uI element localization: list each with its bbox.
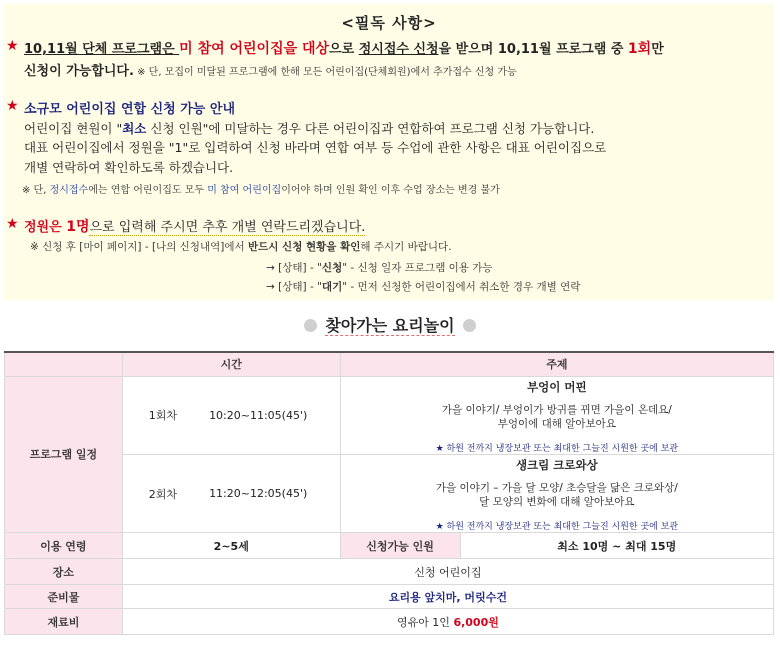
row-label-capacity: 신청가능 인원 — [340, 533, 460, 559]
star-icon: ★ — [6, 216, 19, 232]
program-title: 생크림 크로와상 — [515, 457, 598, 472]
col-header-time: 시간 — [122, 352, 340, 376]
notice-item3-note3: → [상태] - "대기" - 먼저 신청한 어린이집에서 취소한 경우 개별 연락 — [266, 281, 581, 293]
program-desc-1: 가을 이야기 – 가을 달 모양/ 초승달을 닮은 크로와상/ — [435, 481, 678, 494]
notice-item2-line1: 어린이집 현원이 "최소 신청 인원"에 미달하는 경우 다른 어린이집과 연합하여 프로그램 신청 가능합니다. — [24, 121, 595, 136]
table-row — [5, 609, 774, 635]
row-label-place: 장소 — [5, 559, 123, 585]
star-icon: ★ — [6, 98, 19, 114]
round-time: 11:20~12:05(45') — [209, 487, 308, 501]
capacity-value: 최소 10명 ~ 최대 15명 — [460, 533, 774, 559]
program-note: ★ 하원 전까지 냉장보관 또는 최대한 그늘진 시원한 곳에 보관 — [435, 522, 679, 533]
round-cell — [122, 454, 340, 532]
program-desc-1: 가을 이야기/ 부엉이가 방귀를 뀌면 가을이 온데요/ — [441, 403, 672, 416]
round-label: 1회차 — [148, 409, 178, 423]
row-label-age: 이용 연령 — [5, 533, 123, 559]
table-row — [5, 376, 774, 454]
notice-item2-line2: 대표 어린이집에서 정원을 "1"로 입력하여 신청 바라며 연합 여부 등 수업에 관한 사항은 대표 어린이집으로 — [24, 140, 607, 155]
program-desc-2: 부엉이에 대해 알아보아요 — [497, 417, 616, 430]
star-icon: ★ — [6, 38, 19, 54]
notice-item2-heading: 소규모 어린이집 연합 신청 가능 안내 — [24, 102, 235, 117]
place-value: 신청 어린이집 — [122, 559, 773, 585]
table-row — [5, 559, 774, 585]
bullet-dot-icon — [463, 319, 476, 332]
program-table — [4, 351, 774, 635]
section-title: 찾아가는 요리놀이 — [0, 313, 780, 336]
notice-item2-line3: 개별 연락하여 확인하도록 하겠습니다. — [24, 160, 234, 175]
notice-item3-note2: → [상태] - "신청" - 신청 일자 프로그램 이용 가능 — [266, 262, 493, 274]
topic-cell — [340, 454, 773, 532]
row-label-schedule: 프로그램 일정 — [5, 376, 123, 533]
table-corner — [5, 352, 123, 376]
row-label-prep: 준비물 — [5, 585, 123, 609]
table-row — [5, 533, 774, 559]
notice-item3-note1: ※ 신청 후 [마이 페이지] - [나의 신청내역]에서 반드시 신청 현황을 확인해 주시기 바랍니다. — [30, 241, 452, 253]
fee-value: 영유아 1인 6,000원 — [122, 609, 773, 635]
round-time: 10:20~11:05(45') — [209, 408, 308, 422]
notice-title: <필독 사항> — [341, 14, 437, 32]
program-title: 부엉이 머핀 — [527, 379, 587, 394]
round-cell — [122, 376, 340, 454]
age-value: 2~5세 — [122, 533, 340, 559]
prep-value: 요리용 앞치마, 머릿수건 — [122, 585, 773, 609]
notice-item1-line2: 신청이 가능합니다. ※ 단, 모집이 미달된 프로그램에 한해 모든 어린이집(단체회원)에서 추가접수 신청 가능 — [24, 64, 517, 79]
notice-item3-line1: 정원은 1명으로 입력해 주시면 추후 개별 연락드리겠습니다. — [24, 219, 366, 235]
table-row — [5, 585, 774, 609]
col-header-topic: 주제 — [340, 352, 773, 376]
topic-cell — [340, 376, 773, 454]
program-desc-2: 달 모양의 변화에 대해 알아보아요 — [479, 496, 635, 509]
bullet-dot-icon — [304, 319, 317, 332]
row-label-fee: 재료비 — [5, 609, 123, 635]
round-label: 2회차 — [148, 487, 178, 501]
notice-item1-line1: 10,11월 단체 프로그램은 미 참여 어린이집을 대상으로 정시접수 신청을 받으며 10,11월 프로그램 중 1회만 — [24, 41, 664, 57]
notice-item2-note: ※ 단, 정시접수에는 연합 어린이집도 모두 미 참여 어린이집이어야 하며 인원 확인 이후 수업 장소는 변경 불가 — [22, 185, 500, 196]
program-note: ★ 하원 전까지 냉장보관 또는 최대한 그늘진 시원한 곳에 보관 — [435, 443, 679, 454]
notice-box — [4, 4, 774, 300]
